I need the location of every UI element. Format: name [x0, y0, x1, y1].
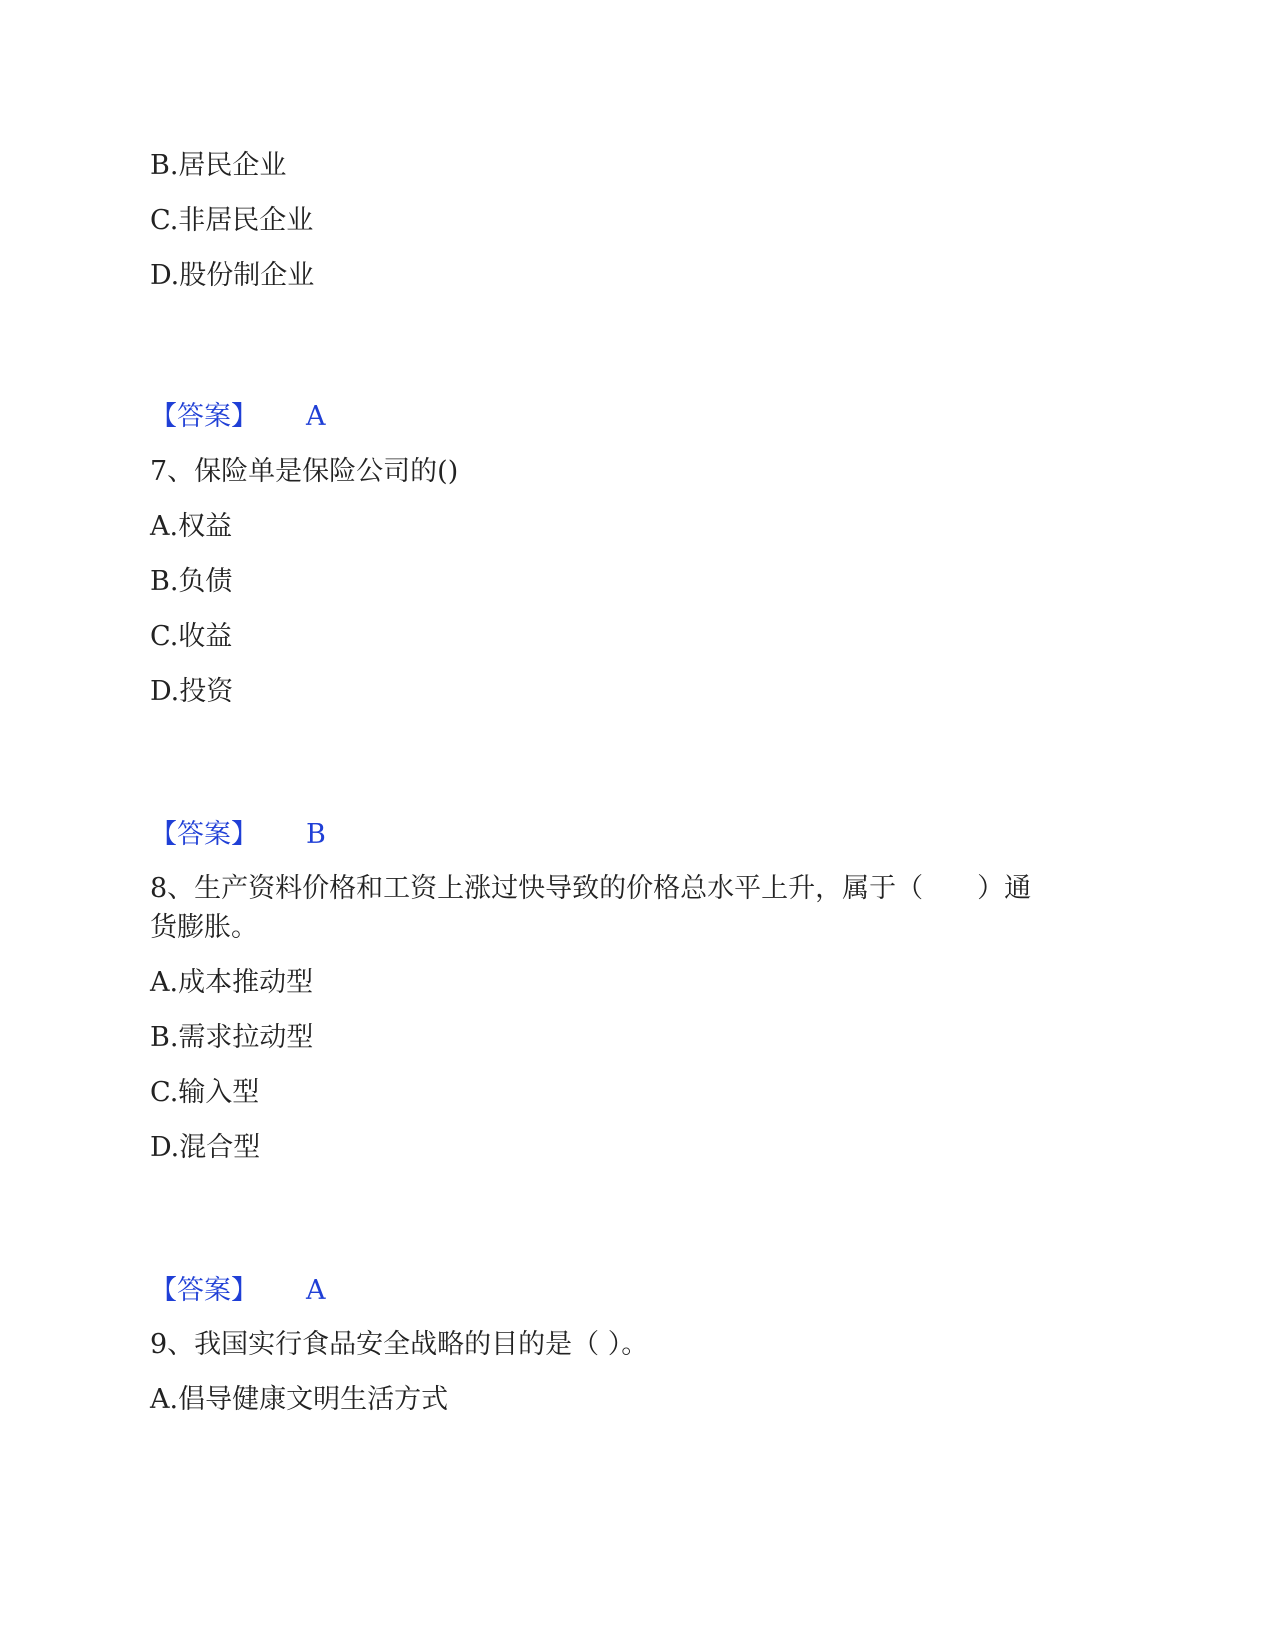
q6-option-d: D.股份制企业	[150, 260, 315, 291]
answer-label: 【答案】	[150, 819, 258, 850]
q6-option-b: B.居民企业	[150, 150, 287, 181]
q8-answer	[150, 1271, 326, 1311]
q7-answer	[150, 815, 326, 855]
q9-option-a: A.倡导健康文明生活方式	[150, 1384, 449, 1415]
answer-value: A	[306, 401, 326, 432]
q8-option-d: D.混合型	[150, 1132, 261, 1163]
answer-value: A	[306, 1275, 326, 1306]
q7-option-c: C.收益	[150, 621, 233, 652]
q9-question: 9、我国实行食品安全战略的目的是（ ）。	[150, 1329, 649, 1360]
q8-option-c: C.输入型	[150, 1077, 260, 1108]
q7-option-b: B.负债	[150, 566, 233, 597]
q7-option-d: D.投资	[150, 676, 234, 707]
q8-question-line2: 货膨胀。	[150, 912, 258, 943]
answer-value: B	[306, 819, 326, 850]
answer-label: 【答案】	[150, 401, 258, 432]
answer-label: 【答案】	[150, 1275, 258, 1306]
q6-answer	[150, 397, 326, 437]
q8-option-b: B.需求拉动型	[150, 1022, 314, 1053]
q6-option-c: C.非居民企业	[150, 205, 314, 236]
q7-option-a: A.权益	[150, 511, 233, 542]
q8-question-line1: 8、生产资料价格和工资上涨过快导致的价格总水平上升，属于（ ）通	[150, 873, 1032, 904]
q8-option-a: A.成本推动型	[150, 967, 314, 998]
q7-question: 7、保险单是保险公司的()	[150, 456, 459, 487]
